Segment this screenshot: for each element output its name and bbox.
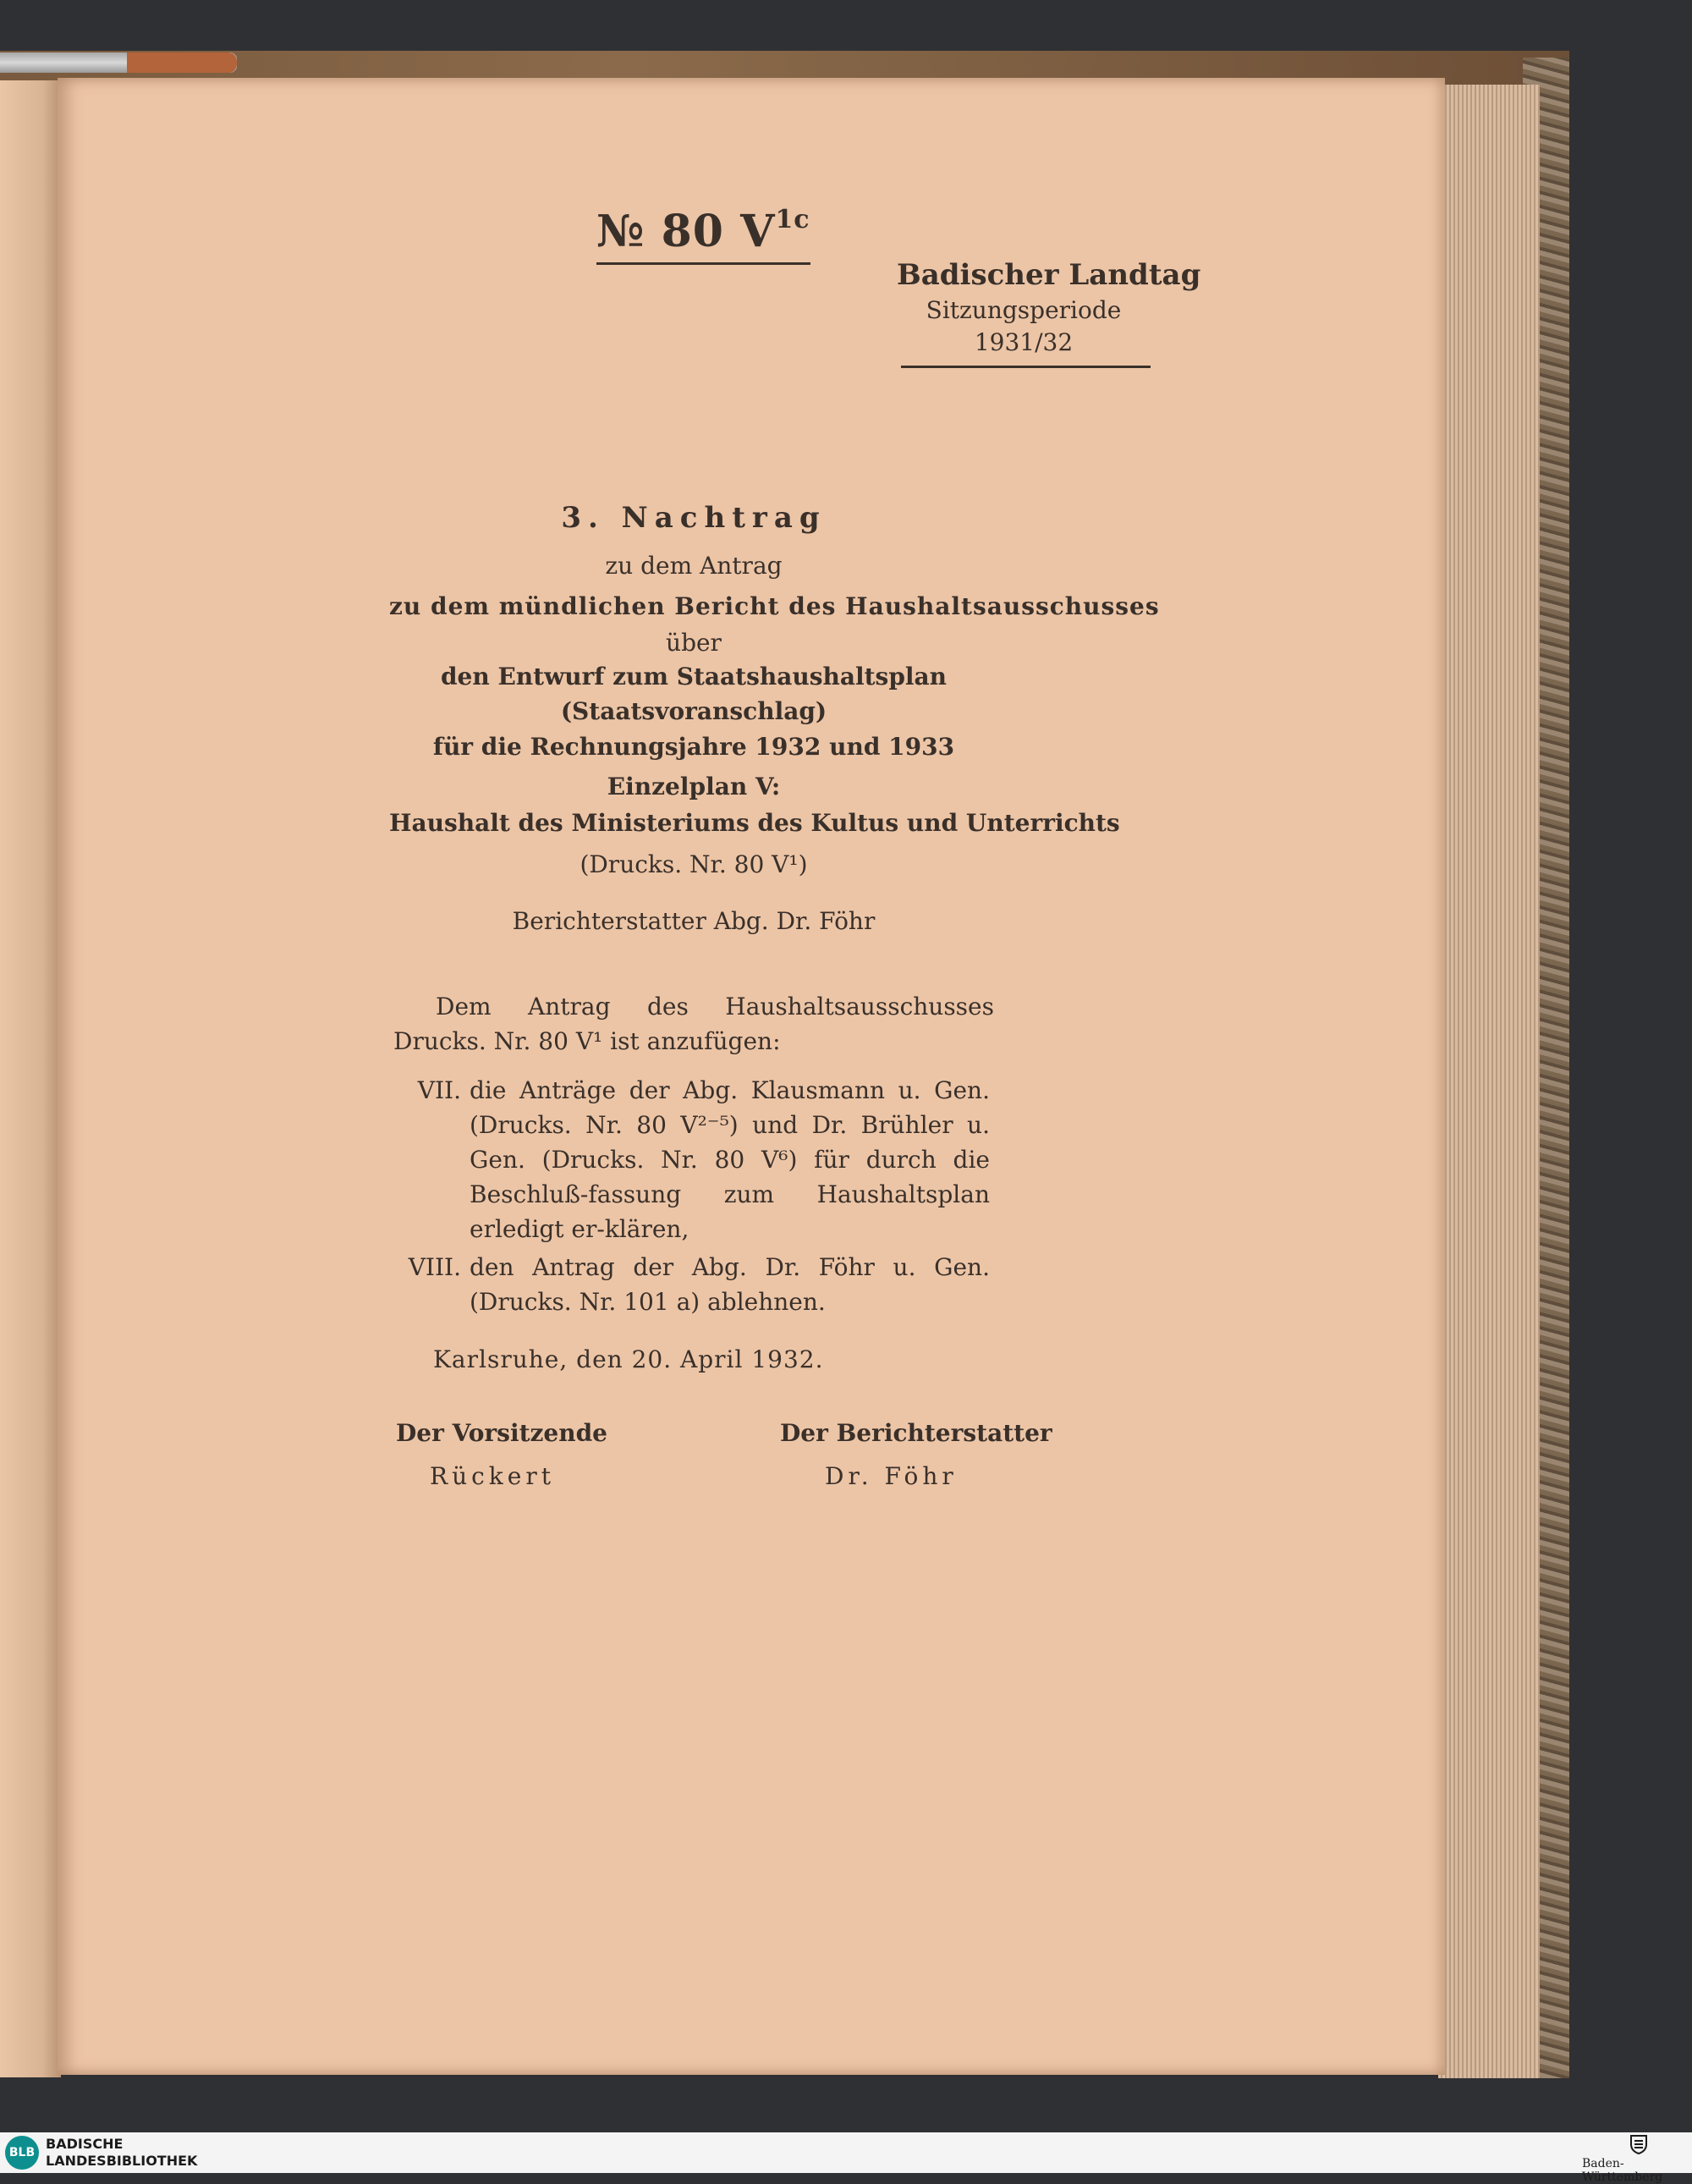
subtitle-line: Einzelplan V:	[607, 773, 781, 800]
subtitle-line: (Drucks. Nr. 80 V¹)	[580, 850, 808, 878]
parliament-title: Badischer Landtag	[897, 258, 1201, 292]
session-label: Sitzungsperiode	[926, 296, 1122, 324]
place-date: Karlsruhe, den 20. April 1932.	[433, 1345, 824, 1373]
signature-name-reporter: Dr. Föhr	[825, 1462, 958, 1490]
bookmark-ribbon-tab	[127, 52, 237, 73]
list-item-number: VIII.	[408, 1253, 461, 1281]
signature-role-chair: Der Vorsitzende	[396, 1419, 607, 1447]
state-label: Baden-Württemberg	[1582, 2157, 1663, 2184]
subtitle-line: über	[666, 629, 722, 657]
heading: 3. Nachtrag	[561, 501, 827, 535]
viewer-footer	[0, 2132, 1692, 2173]
document-number-main: № 80 V	[596, 206, 776, 257]
page-edges	[1438, 85, 1540, 2078]
subtitle-line: zu dem Antrag	[605, 552, 783, 580]
subtitle-line: den Entwurf zum Staatshaushaltsplan	[440, 663, 948, 690]
list-item-number: VII.	[417, 1076, 461, 1104]
subtitle-line: zu dem mündlichen Bericht des Haushaltsausschusses	[389, 592, 1160, 620]
library-name	[46, 2136, 197, 2170]
list-item-text: den Antrag der Abg. Dr. Föhr u. Gen. (Drucks. Nr. 101 a) ablehnen.	[470, 1253, 990, 1316]
document-number	[596, 205, 810, 265]
library-name-line-2: LANDESBIBLIOTHEK	[46, 2153, 198, 2169]
signature-role-reporter: Der Berichterstatter	[780, 1419, 1052, 1447]
reporter-line: Berichterstatter Abg. Dr. Föhr	[512, 907, 876, 935]
document-number-sup: 1c	[775, 205, 810, 234]
subtitle-line: für die Rechnungsjahre 1932 und 1933	[432, 733, 955, 761]
session-year: 1931/32	[974, 328, 1074, 356]
list-item-text: die Anträge der Abg. Klausmann u. Gen. (Drucks. Nr. 80 V²⁻⁵) und Dr. Brühler u. Gen. (Drucks. Nr. 80 V⁶) für durch die Beschluß-fassung zum Haushaltsplan erledigt er-klären,	[470, 1076, 990, 1243]
signature-name-chair: Rückert	[430, 1462, 555, 1490]
left-page	[0, 80, 61, 2077]
subtitle-line: (Staatsvoranschlag)	[560, 697, 827, 725]
list-item	[417, 1073, 990, 1246]
library-name-line-1: BADISCHE	[46, 2136, 124, 2152]
blb-logo: BLB	[5, 2136, 39, 2170]
state-crest-icon	[1628, 2133, 1650, 2155]
header-rule	[901, 366, 1151, 368]
list-item	[408, 1250, 990, 1319]
subtitle-line: Haushalt des Ministeriums des Kultus und Unterrichts	[389, 809, 1120, 837]
intro-paragraph: Dem Antrag des Haushaltsausschusses Drucks. Nr. 80 V¹ ist anzufügen:	[393, 993, 994, 1055]
